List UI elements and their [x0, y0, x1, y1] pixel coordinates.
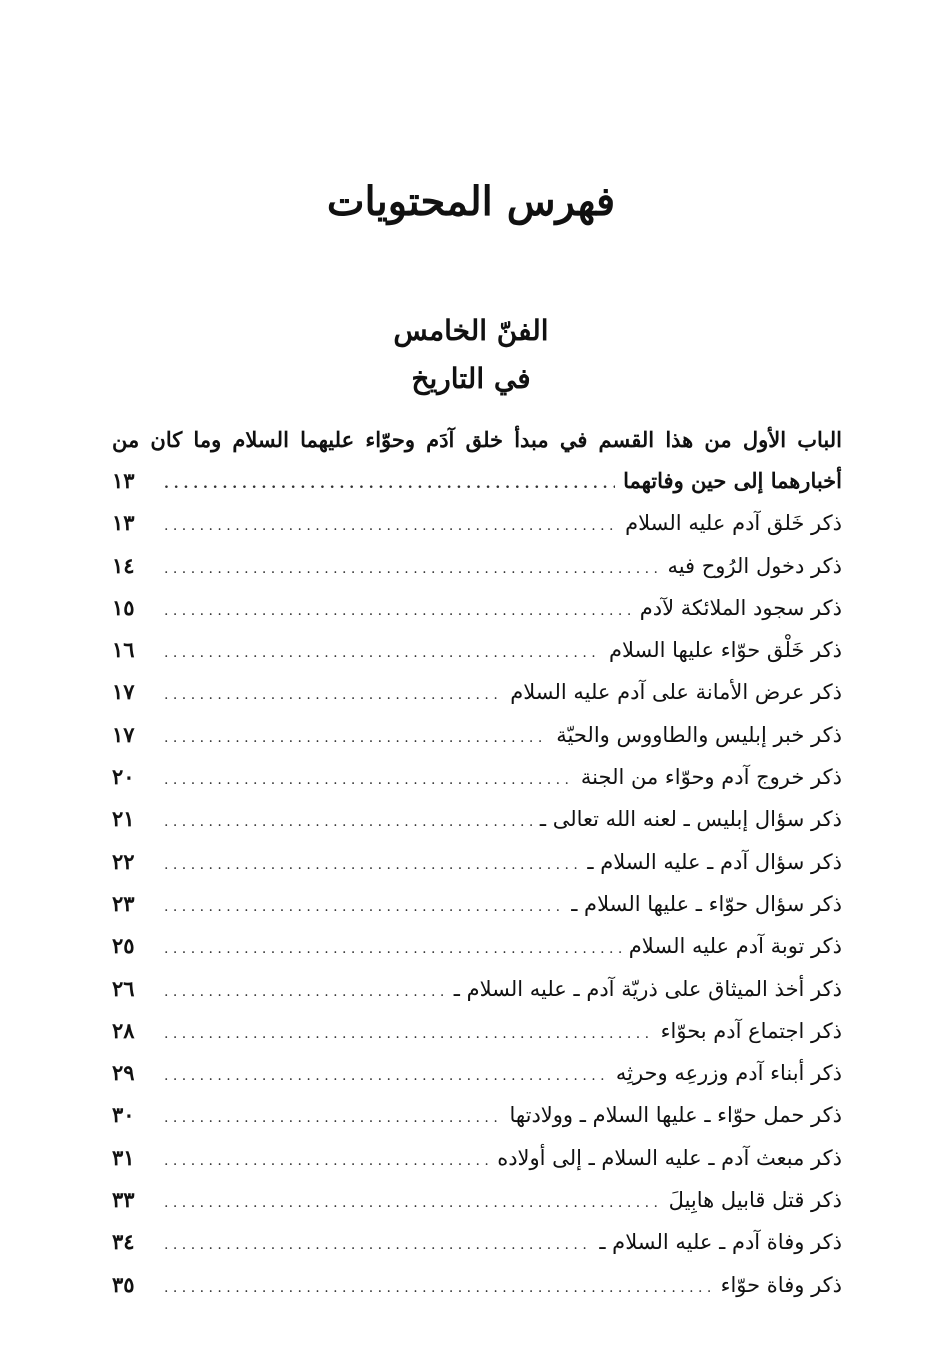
toc-entry-page-number: ٢٥ — [112, 933, 135, 959]
toc-entry — [112, 968, 842, 1010]
toc-entry-page-number: ١٥ — [112, 594, 135, 620]
chapter-title-row — [112, 460, 842, 502]
dot-leader — [164, 1182, 661, 1224]
chapter-page-number: ١٣ — [112, 468, 135, 493]
toc-entry-label: ذكر خروج آدم وحوّاء من الجنة — [580, 765, 842, 790]
toc-entry-label: ذكر عرض الأمانة على آدم عليه السلام — [510, 680, 842, 705]
toc-entry — [112, 714, 842, 756]
toc-entry-page-number: ٢٨ — [112, 1017, 135, 1043]
toc-entry-label: ذكر خبر إبليس والطاووس والحيّة — [556, 722, 842, 747]
dot-leader — [164, 801, 532, 843]
chapter-title-line2: أخبارهما إلى حين وفاتهما — [623, 468, 842, 493]
toc-entry-label: ذكر سجود الملائكة لآدم — [639, 595, 842, 620]
toc-entry-label: ذكر سؤال إبليس ـ لعنه الله تعالى ـ — [539, 807, 842, 832]
toc-entry-page-number: ٢٦ — [112, 975, 135, 1001]
toc-entry-label: ذكر أخذ الميثاق على ذريّة آدم ـ عليه السلام ـ — [453, 976, 842, 1001]
toc-entry-page-number: ٣٠ — [112, 1102, 135, 1128]
toc-entry-label: ذكر مبعث آدم ـ عليه السلام ـ إلى أولاده — [497, 1145, 842, 1170]
part-subheading: في التاريخ — [411, 362, 531, 395]
toc-entry — [112, 841, 842, 883]
dot-leader — [164, 1013, 653, 1055]
dot-leader — [164, 632, 601, 674]
toc-entry — [112, 1179, 842, 1221]
toc-entry-label: ذكر خَلق آدم عليه السلام — [625, 511, 842, 536]
dot-leader — [164, 1097, 502, 1139]
toc-entry — [112, 629, 842, 671]
toc-entries — [112, 502, 842, 1306]
toc-entry — [112, 671, 842, 713]
toc-entry-label: ذكر أبناء آدم وزرعِه وحرثِه — [615, 1061, 842, 1086]
dot-leader — [164, 674, 502, 716]
chapter-title-line1: الباب الأول من هذا القسم في مبدأ خلق آدَم وحوّاء عليهما السلام وما كان من — [112, 427, 842, 452]
dot-leader — [164, 759, 573, 801]
toc-entry-label: ذكر وفاة حوّاء — [720, 1272, 842, 1297]
dot-leader — [164, 1140, 489, 1182]
toc-entry-page-number: ٢٢ — [112, 848, 135, 874]
toc-entry — [112, 1010, 842, 1052]
toc-entry — [112, 798, 842, 840]
toc-entry-page-number: ١٤ — [112, 552, 135, 578]
toc-entry — [112, 1137, 842, 1179]
toc-entry — [112, 545, 842, 587]
toc-entry-label: ذكر خَلْق حوّاء عليها السلام — [608, 638, 842, 663]
toc-entry-label: ذكر دخول الرُوح فيه — [667, 553, 842, 578]
dot-leader — [164, 928, 621, 970]
toc-entry — [112, 587, 842, 629]
toc-entry-label: ذكر قتل قابيل هابِيلَ — [668, 1188, 842, 1213]
toc-entry — [112, 925, 842, 967]
toc-entry — [112, 1221, 842, 1263]
toc-entry-page-number: ٢٠ — [112, 764, 135, 790]
toc-entry-page-number: ١٧ — [112, 679, 135, 705]
toc-entry-page-number: ١٦ — [112, 637, 135, 663]
toc-entry — [112, 1094, 842, 1136]
dot-leader — [164, 1224, 591, 1266]
toc-entry-label: ذكر حمل حوّاء ـ عليها السلام ـ وولادتها — [509, 1103, 842, 1128]
toc-entry-label: ذكر سؤال حوّاء ـ عليها السلام ـ — [571, 891, 842, 916]
toc-entry-label: ذكر توبة آدم عليه السلام — [628, 934, 842, 959]
toc-entry — [112, 1052, 842, 1094]
dot-leader — [164, 1267, 713, 1309]
toc-entry — [112, 1264, 842, 1306]
toc-entry-page-number: ١٣ — [112, 510, 135, 536]
dot-leader — [164, 717, 548, 759]
dot-leader — [164, 505, 617, 547]
toc-entry-page-number: ٣٤ — [112, 1229, 135, 1255]
dot-leader — [164, 1055, 608, 1097]
part-heading: الفنّ الخامس — [393, 314, 549, 347]
table-of-contents — [112, 420, 842, 1306]
toc-entry-label: ذكر سؤال آدم ـ عليه السلام ـ — [587, 849, 842, 874]
toc-entry-page-number: ٣٣ — [112, 1187, 135, 1213]
toc-entry-label: ذكر اجتماع آدم بحوّاء — [660, 1018, 842, 1043]
dot-leader — [164, 463, 615, 505]
toc-entry — [112, 883, 842, 925]
toc-entry — [112, 502, 842, 544]
dot-leader — [164, 844, 579, 886]
toc-entry-page-number: ٢٩ — [112, 1060, 135, 1086]
dot-leader — [164, 590, 632, 632]
dot-leader — [164, 886, 563, 928]
toc-entry-page-number: ١٧ — [112, 721, 135, 747]
toc-entry-page-number: ٢٣ — [112, 890, 135, 916]
page-title: فهرس المحتويات — [326, 178, 616, 225]
dot-leader — [164, 971, 446, 1013]
toc-entry-page-number: ٢١ — [112, 806, 135, 832]
toc-entry-page-number: ٣١ — [112, 1144, 135, 1170]
toc-entry — [112, 756, 842, 798]
toc-entry-label: ذكر وفاة آدم ـ عليه السلام ـ — [599, 1230, 842, 1255]
dot-leader — [164, 548, 659, 590]
toc-entry-page-number: ٣٥ — [112, 1271, 135, 1297]
